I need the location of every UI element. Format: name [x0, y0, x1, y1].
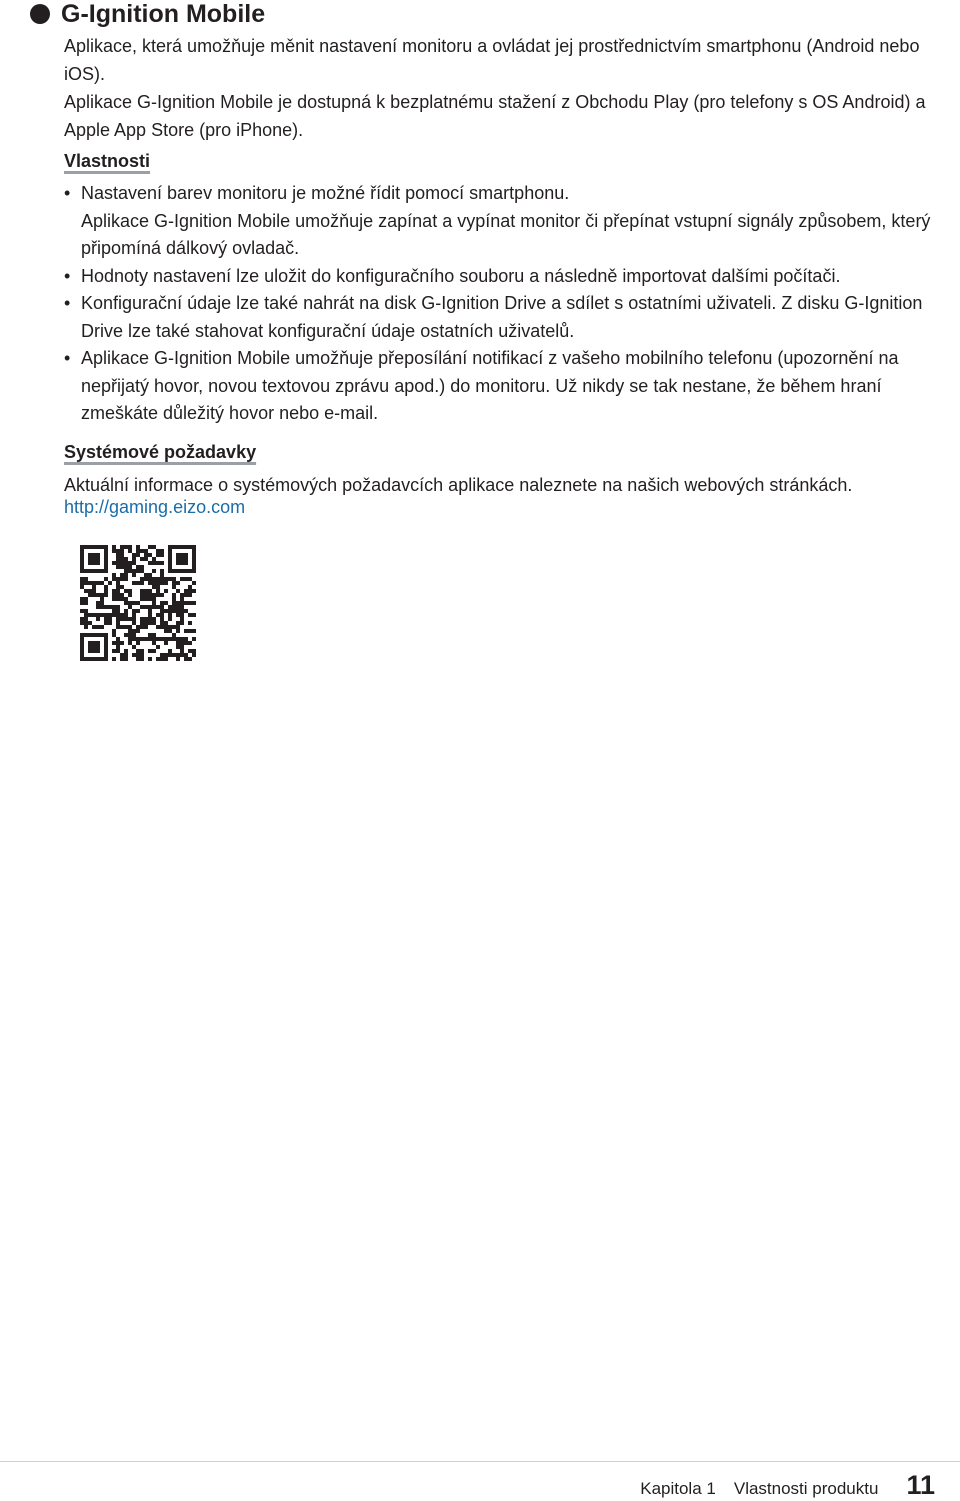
page-title: G-Ignition Mobile [61, 0, 266, 28]
bullet-icon: • [64, 348, 71, 368]
feature-continuation: Aplikace G-Ignition Mobile umožňuje zapínat a vypínat monitor či přepínat vstupní signály způsobem, který připomíná dálkový ovladač. [81, 210, 931, 258]
feature-item [64, 180, 956, 263]
title-bullet-icon [30, 4, 50, 24]
bullet-icon: • [64, 183, 71, 203]
footer-chapter: Kapitola 1 [640, 1479, 716, 1498]
features-heading: Vlastnosti [64, 151, 151, 171]
feature-item [64, 263, 956, 291]
bullet-icon: • [64, 293, 71, 313]
footer-section: Vlastnosti produktu [733, 1479, 879, 1498]
feature-text: Nastavení barev monitoru je možné řídit pomocí smartphonu. [81, 183, 570, 203]
intro-paragraph-2: Aplikace G-Ignition Mobile je dostupná k bezplatnému stažení z Obchodu Play (pro telefony s OS Android) a Apple App Store (pro iPhone). [64, 92, 926, 140]
feature-text: Hodnoty nastavení lze uložit do konfiguračního souboru a následně importovat dalšími počítači. [81, 265, 841, 286]
feature-item [64, 345, 956, 428]
footer-divider [0, 1461, 960, 1462]
website-link[interactable]: http://gaming.eizo.com [64, 497, 246, 517]
intro-paragraph-1: Aplikace, která umožňuje měnit nastavení monitoru a ovládat jej prostřednictvím smartphonu (Android nebo iOS). [64, 36, 920, 84]
feature-item [64, 290, 956, 345]
bullet-icon: • [64, 265, 71, 286]
page-number: 11 [906, 1470, 935, 1500]
requirements-heading: Systémové požadavky [64, 442, 257, 462]
features-list [64, 180, 956, 428]
feature-text: Aplikace G-Ignition Mobile umožňuje přeposílání notifikací z vašeho mobilního telefonu (upozornění na nepřijatý hovor, novou textovou zprávu apod.) do monitoru. Už nikdy se tak nestane, že během hraní zmeškáte důležitý hovor nebo e-mail. [81, 348, 899, 423]
requirements-paragraph [64, 474, 956, 518]
section-title-row [30, 0, 265, 28]
feature-text: Konfigurační údaje lze také nahrát na disk G-Ignition Drive a sdílet s ostatními uživateli. Z disku G-Ignition Drive lze také stahovat konfigurační údaje ostatních uživatelů. [81, 293, 923, 341]
requirements-text: Aktuální informace o systémových požadavcích aplikace naleznete na našich webových stránkách. [64, 475, 853, 495]
page-footer [640, 1470, 935, 1501]
qr-code-icon [80, 545, 196, 661]
